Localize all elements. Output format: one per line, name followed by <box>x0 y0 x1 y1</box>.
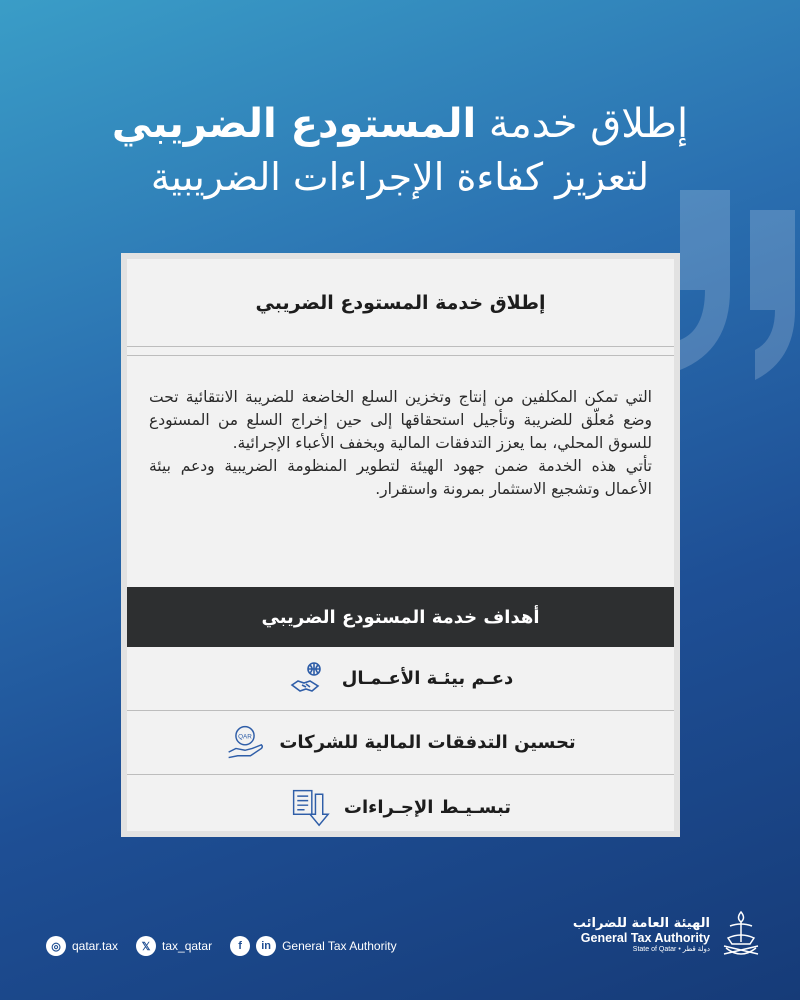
x-icon: 𝕏 <box>136 936 156 956</box>
qatar-emblem-icon <box>720 908 762 960</box>
headline <box>40 98 760 204</box>
goal-label: تحسين التدفقات المالية للشركات <box>279 732 576 753</box>
card-body <box>127 355 674 587</box>
facebook-linkedin-link[interactable] <box>230 936 397 956</box>
card-title: إطلاق خدمة المستودع الضريبي <box>127 259 674 347</box>
info-card <box>121 253 680 837</box>
headline-regular: إطلاق خدمة <box>488 101 689 147</box>
social-footer <box>46 936 407 956</box>
goal-label: دعـم بيئـة الأعـمـال <box>341 668 514 689</box>
brand-arabic: الهيئة العامة للضرائب <box>572 915 710 931</box>
brand-logo <box>573 908 762 960</box>
instagram-link[interactable] <box>46 936 118 956</box>
x-handle: tax_qatar <box>162 939 213 953</box>
brand-state: State of Qatar • دولة قطر <box>632 945 710 953</box>
linkedin-icon: in <box>256 936 276 956</box>
goal-item-simplify <box>127 775 674 839</box>
instagram-icon: ◎ <box>46 936 66 956</box>
instagram-handle: qatar.tax <box>72 939 119 953</box>
qar-text: QAR <box>238 732 253 740</box>
facebook-icon: f <box>230 936 250 956</box>
card-paragraph-2: تأتي هذه الخدمة ضمن جهود الهيئة لتطوير المنظومة الضريبية ودعم بيئة الأعمال وتشجيع الاستثمار بمرونة واستقرار. <box>149 457 652 498</box>
facebook-linkedin-handle: General Tax Authority <box>282 939 397 953</box>
x-link[interactable] <box>136 936 212 956</box>
handshake-globe-icon <box>288 659 328 699</box>
brand-english: General Tax Authority <box>580 930 710 945</box>
goals-header: أهداف خدمة المستودع الضريبي <box>127 587 674 647</box>
headline-line1 <box>40 98 760 150</box>
goal-item-cashflow <box>127 711 674 775</box>
document-arrow-down-icon <box>290 787 330 827</box>
headline-bold: المستودع الضريبي <box>111 101 477 147</box>
card-paragraph-1: التي تمكن المكلفين من إنتاج وتخزين السلع الخاضعة للضريبة الانتقائية تحت وضع مُعلّق للضريبة وتأجيل استحقاقها إلى حين إخراج السلع من المستودع للسوق المحلي، بما يعزز التدفقات المالية ويخفف الأعباء الإجرائية. <box>149 388 652 452</box>
hand-coin-qar-icon <box>225 723 265 763</box>
goal-label: تبسـيـط الإجـراءات <box>343 796 512 818</box>
brand-text <box>573 916 710 953</box>
goal-item-business <box>127 647 674 711</box>
headline-line2: لتعزيز كفاءة الإجراءات الضريبية <box>150 155 650 199</box>
